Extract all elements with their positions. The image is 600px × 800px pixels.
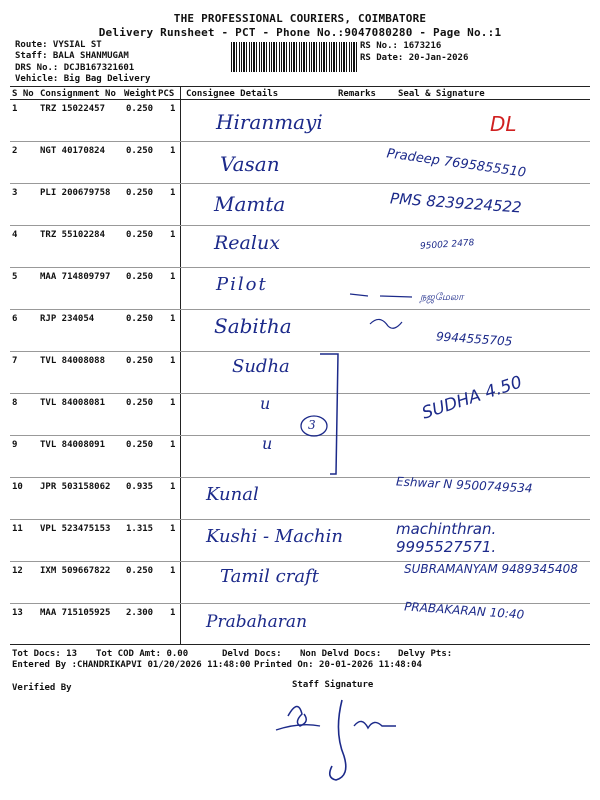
barcode <box>231 42 357 72</box>
row-sno: 13 <box>12 608 23 618</box>
row-pcs: 1 <box>170 566 176 576</box>
row-weight: 0.250 <box>126 314 154 324</box>
row-sno: 1 <box>12 104 18 114</box>
col-sno: S No <box>12 89 34 99</box>
row-weight: 0.250 <box>126 356 154 366</box>
handwritten-signature: 95002 2478 <box>419 238 475 252</box>
handwritten-consignee: Prabaharan <box>206 612 308 632</box>
handwritten-consignee: Vasan <box>220 152 280 176</box>
handwritten-signature: PMS 8239224522 <box>389 189 523 217</box>
handwritten-signature: DL <box>490 112 517 136</box>
row-consignment-no: MAA 715105925 <box>40 608 111 618</box>
staff-signature-label: Staff Signature <box>292 680 374 690</box>
row-weight: 0.250 <box>126 566 154 576</box>
drs-label: DRS No.: DCJB167321601 <box>15 63 135 73</box>
row-sno: 8 <box>12 398 18 408</box>
row-pcs: 1 <box>170 482 176 492</box>
total-docs: Tot Docs: 13 <box>12 649 78 659</box>
row-sno: 6 <box>12 314 18 324</box>
handwritten-signature: 9944555705 <box>435 329 513 349</box>
handwritten-ditto: u <box>262 434 273 453</box>
handwritten-consignee: Kunal <box>206 484 259 505</box>
row-sno: 7 <box>12 356 18 366</box>
row-pcs: 1 <box>170 230 176 240</box>
row-weight: 0.250 <box>126 146 154 156</box>
row-weight: 0.250 <box>126 188 154 198</box>
row-pcs: 1 <box>170 272 176 282</box>
row-pcs: 1 <box>170 440 176 450</box>
row-pcs: 1 <box>170 608 176 618</box>
rs-no-label: RS No.: 1673216 <box>360 41 442 51</box>
row-sno: 9 <box>12 440 18 450</box>
vehicle-label: Vehicle: Big Bag Delivery <box>15 74 151 84</box>
row-pcs: 1 <box>170 524 176 534</box>
delivered-docs: Delvd Docs: <box>222 649 282 659</box>
handwritten-signature: PRABAKARAN 10:40 <box>403 599 525 622</box>
handwritten-signature: SUDHA 4.50 <box>419 372 525 424</box>
row-weight: 0.250 <box>126 272 154 282</box>
col-seal: Seal & Signature <box>398 89 485 99</box>
handwritten-consignee: Pilot <box>216 274 268 295</box>
handwritten-signature: machinthran. 9995527571. <box>396 520 497 556</box>
staff-signature-drawing <box>270 692 420 790</box>
row-sno: 2 <box>12 146 18 156</box>
bracket-count: 3 <box>308 418 316 432</box>
row-pcs: 1 <box>170 146 176 156</box>
row-sno: 4 <box>12 230 18 240</box>
col-pcs: PCS <box>158 89 175 99</box>
row-weight: 2.300 <box>126 608 154 618</box>
handwritten-signature: SUBRAMANYAM 9489345408 <box>404 562 578 576</box>
row-pcs: 1 <box>170 356 176 366</box>
row-consignment-no: PLI 200679758 <box>40 188 111 198</box>
handwritten-consignee: Sabitha <box>214 314 292 338</box>
row-consignment-no: VPL 523475153 <box>40 524 111 534</box>
row-sno: 11 <box>12 524 23 534</box>
row-pcs: 1 <box>170 104 176 114</box>
non-delivered-docs: Non Delvd Docs: <box>300 649 382 659</box>
handwritten-signature: Pradeep 7695855510 <box>385 146 527 181</box>
row-pcs: 1 <box>170 314 176 324</box>
route-label: Route: VYSIAL ST <box>15 40 102 50</box>
handwritten-consignee: Mamta <box>214 192 286 216</box>
total-cod-amount: Tot COD Amt: 0.00 <box>96 649 189 659</box>
row-pcs: 1 <box>170 188 176 198</box>
col-remarks: Remarks <box>338 89 376 99</box>
printed-on: Printed On: 20-01-2026 11:48:04 <box>254 660 422 670</box>
handwritten-consignee: Hiranmayi <box>216 110 323 134</box>
entered-by: Entered By :CHANDRIKAPVI 01/20/2026 11:48:00 <box>12 660 251 670</box>
scribble-mark <box>340 280 430 340</box>
row-consignment-no: TVL 84008081 <box>40 398 106 408</box>
row-sno: 3 <box>12 188 18 198</box>
row-consignment-no: RJP 234054 <box>40 314 95 324</box>
row-weight: 0.250 <box>126 104 154 114</box>
row-consignment-no: TRZ 15022457 <box>40 104 106 114</box>
delivery-points: Delvy Pts: <box>398 649 453 659</box>
rs-date-label: RS Date: 20-Jan-2026 <box>360 53 469 63</box>
row-sno: 10 <box>12 482 23 492</box>
handwritten-signature: Eshwar N 9500749534 <box>395 474 533 496</box>
row-pcs: 1 <box>170 398 176 408</box>
row-consignment-no: IXM 509667822 <box>40 566 111 576</box>
row-sno: 12 <box>12 566 23 576</box>
row-consignment-no: MAA 714809797 <box>40 272 111 282</box>
row-weight: 0.935 <box>126 482 154 492</box>
handwritten-consignee: Sudha <box>232 356 290 377</box>
row-weight: 0.250 <box>126 440 154 450</box>
handwritten-consignee: Realux <box>214 232 280 254</box>
row-consignment-no: TRZ 55102284 <box>40 230 106 240</box>
bracket-mark <box>300 350 350 480</box>
handwritten-consignee: Kushi - Machin <box>206 526 343 547</box>
row-weight: 0.250 <box>126 230 154 240</box>
handwritten-consignee: Tamil craft <box>220 566 319 587</box>
row-consignment-no: NGT 40170824 <box>40 146 106 156</box>
row-weight: 1.315 <box>126 524 154 534</box>
row-consignment-no: TVL 84008088 <box>40 356 106 366</box>
col-consignment: Consignment No <box>40 89 116 99</box>
runsheet-subtitle: Delivery Runsheet - PCT - Phone No.:9047080280 - Page No.:1 <box>98 26 502 39</box>
col-consignee: Consignee Details <box>186 89 279 99</box>
staff-label: Staff: BALA SHANMUGAM <box>15 51 129 61</box>
col-weight: Weight <box>124 89 157 99</box>
row-sno: 5 <box>12 272 18 282</box>
verified-by-label: Verified By <box>12 683 72 693</box>
row-weight: 0.250 <box>126 398 154 408</box>
handwritten-ditto: u <box>260 394 271 413</box>
handwritten-signature: நஜமேலா <box>420 292 464 303</box>
row-consignment-no: JPR 503158062 <box>40 482 111 492</box>
runsheet-title: THE PROFESSIONAL COURIERS, COIMBATORE <box>173 12 427 25</box>
row-consignment-no: TVL 84008091 <box>40 440 106 450</box>
